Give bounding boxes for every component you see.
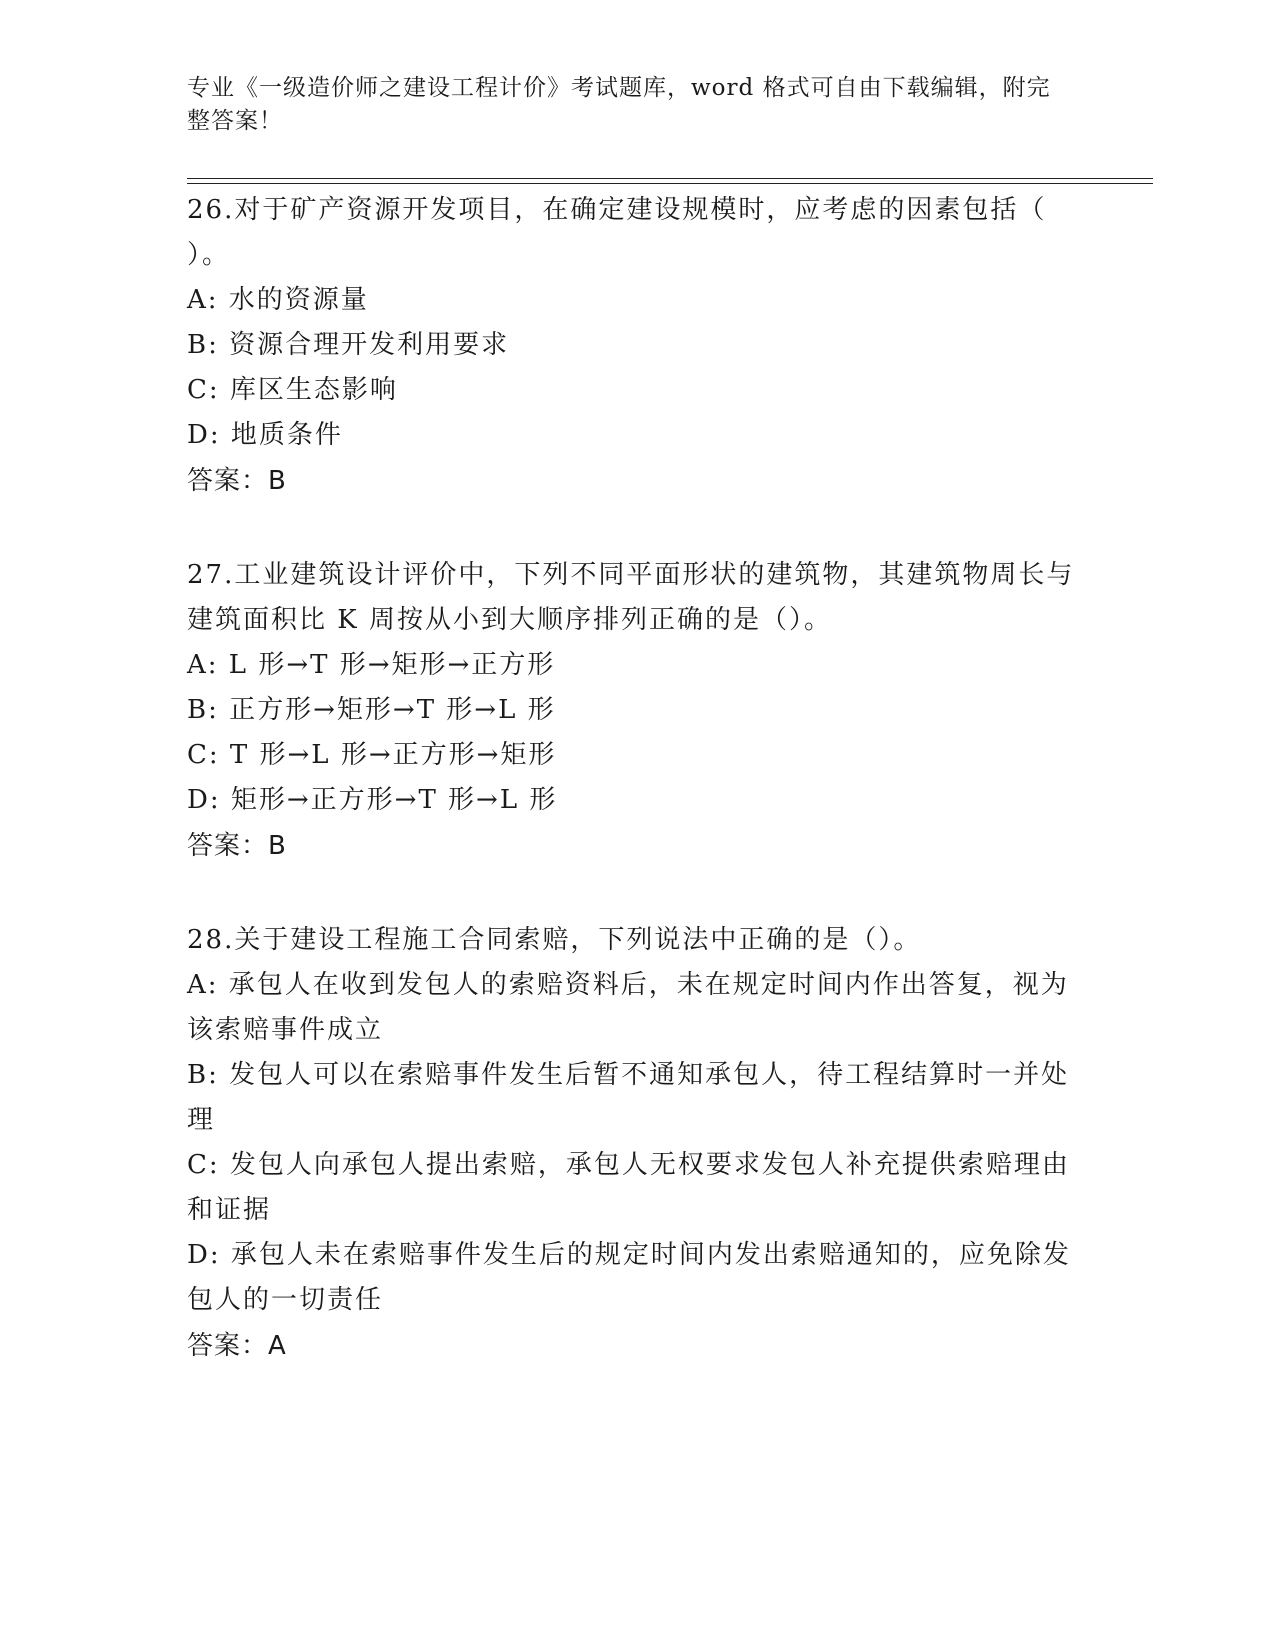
question-stem: 28.关于建设工程施工合同索赔，下列说法中正确的是（）。 bbox=[187, 925, 922, 955]
option-b: B: 发包人可以在索赔事件发生后暂不通知承包人，待工程结算时一并处理 bbox=[187, 1060, 1070, 1135]
option-a: A: 承包人在收到发包人的索赔资料后，未在规定时间内作出答复，视为该索赔事件成立 bbox=[187, 970, 1069, 1045]
option-d: D: 矩形→正方形→T 形→L 形 bbox=[187, 785, 558, 815]
option-c: C: T 形→L 形→正方形→矩形 bbox=[187, 740, 557, 770]
option-d: D: 承包人未在索赔事件发生后的规定时间内发出索赔通知的，应免除发包人的一切责任 bbox=[187, 1240, 1071, 1315]
document-header: 专业《一级造价师之建设工程计价》考试题库，word 格式可自由下载编辑，附完整答案！ bbox=[187, 75, 1051, 134]
option-c: C: 库区生态影响 bbox=[187, 375, 398, 405]
answer-line: 答案：A bbox=[187, 1331, 287, 1361]
answer-line: 答案：B bbox=[187, 831, 287, 861]
option-b: B: 正方形→矩形→T 形→L 形 bbox=[187, 695, 556, 725]
question-stem: 26.对于矿产资源开发项目，在确定建设规模时，应考虑的因素包括（ ）。 bbox=[187, 195, 1047, 270]
question-28 bbox=[187, 918, 1087, 1369]
option-c: C: 发包人向承包人提出索赔，承包人无权要求发包人补充提供索赔理由和证据 bbox=[187, 1150, 1070, 1225]
option-a: A: 水的资源量 bbox=[187, 285, 369, 315]
option-a: A: L 形→T 形→矩形→正方形 bbox=[187, 650, 556, 680]
answer-line: 答案：B bbox=[187, 466, 287, 496]
header-divider-top bbox=[187, 178, 1153, 179]
option-b: B: 资源合理开发利用要求 bbox=[187, 330, 510, 360]
header-divider-bottom bbox=[187, 183, 1153, 184]
question-stem: 27.工业建筑设计评价中，下列不同平面形状的建筑物，其建筑物周长与建筑面积比 K 周按从小到大顺序排列正确的是（）。 bbox=[187, 560, 1075, 635]
question-26 bbox=[187, 188, 1087, 504]
option-d: D: 地质条件 bbox=[187, 420, 343, 450]
question-27 bbox=[187, 553, 1087, 869]
